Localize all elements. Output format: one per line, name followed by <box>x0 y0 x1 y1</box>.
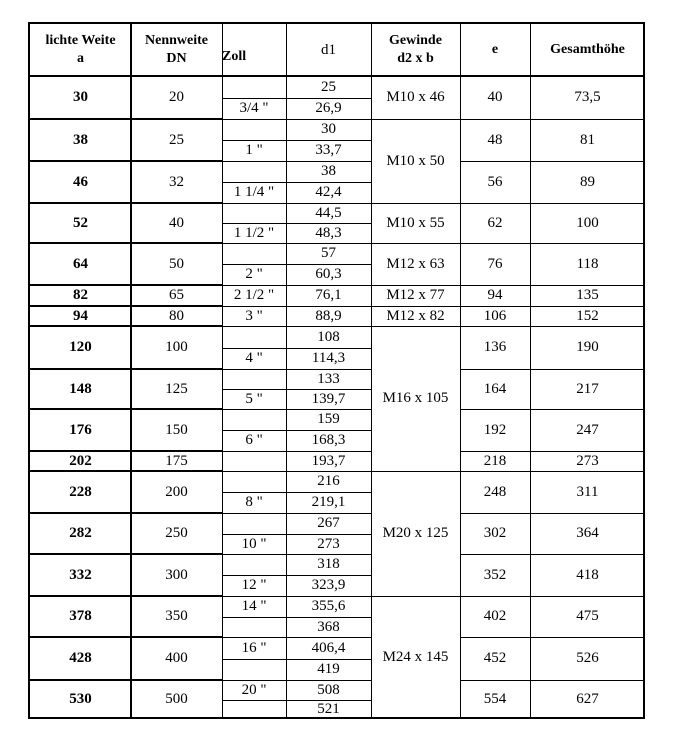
grid-line <box>222 451 371 452</box>
grid-line <box>460 637 645 638</box>
grid-line <box>30 242 222 244</box>
d1-cell: 406,4 <box>311 639 346 656</box>
lichte-weite-cell: 30 <box>73 89 88 105</box>
lichte-weite-cell: 228 <box>69 483 92 500</box>
gesamthoehe-cell: 73,5 <box>574 89 601 105</box>
nennweite-cell: 32 <box>169 173 184 190</box>
d1-cell: 323,9 <box>311 577 346 593</box>
gesamthoehe-cell: 627 <box>576 691 599 707</box>
zoll-cell: 12 " <box>241 577 267 593</box>
zoll-cell: 3 " <box>245 307 263 324</box>
d1-cell: 267 <box>317 515 340 531</box>
e-cell: 248 <box>483 483 507 500</box>
grid-line <box>30 118 222 120</box>
lichte-weite-cell: 282 <box>69 525 92 541</box>
header-d1: d1 <box>321 41 336 58</box>
grid-line <box>222 243 371 244</box>
grid-line <box>222 637 371 638</box>
d1-cell: 42,4 <box>315 184 342 200</box>
d1-cell: 108 <box>317 328 340 345</box>
gesamthoehe-cell: 475 <box>576 608 599 624</box>
nennweite-cell: 500 <box>165 691 188 707</box>
zoll-cell: 2 1/2 " <box>233 287 275 303</box>
e-cell: 136 <box>483 339 507 355</box>
d1-cell: 355,6 <box>311 598 346 614</box>
grid-line <box>222 140 286 141</box>
grid-line <box>286 659 371 660</box>
header-gewinde-line: Gewinde <box>389 33 442 48</box>
grid-line <box>460 285 645 286</box>
nennweite-cell: 300 <box>165 566 188 583</box>
nennweite-cell: 125 <box>165 380 188 397</box>
grid-line <box>371 306 460 307</box>
grid-line <box>286 430 371 431</box>
grid-line <box>371 203 460 204</box>
grid-line <box>460 369 645 370</box>
grid-line <box>371 596 460 597</box>
d1-cell: 88,9 <box>315 307 342 324</box>
gewinde-cell: M16 x 105 <box>382 390 449 406</box>
zoll-cell: 10 " <box>241 535 267 552</box>
grid-line <box>460 243 645 244</box>
grid-line <box>30 595 222 597</box>
grid-line <box>222 348 286 349</box>
lichte-weite-cell: 378 <box>69 608 92 624</box>
e-cell: 402 <box>483 608 507 624</box>
header-nennweite-line: Nennweite <box>145 33 208 48</box>
e-cell: 106 <box>483 307 507 324</box>
grid-line <box>222 264 286 265</box>
nennweite-cell: 50 <box>169 255 184 272</box>
d1-cell: 44,5 <box>315 204 342 221</box>
grid-line <box>222 369 371 370</box>
zoll-cell: 1 1/2 " <box>233 224 275 241</box>
zoll-cell: 8 " <box>245 494 263 510</box>
grid-line <box>286 617 371 618</box>
header-lichte-weite-line: lichte Weite <box>45 33 116 48</box>
e-cell: 40 <box>487 89 503 105</box>
grid-line <box>371 119 460 120</box>
grid-line <box>222 326 371 327</box>
header-gewinde-line: d2 x b <box>397 51 434 66</box>
lichte-weite-cell: 202 <box>69 452 92 469</box>
grid-line <box>222 513 371 514</box>
grid-line <box>222 98 286 99</box>
grid-line <box>30 75 645 77</box>
d1-cell: 25 <box>321 78 336 95</box>
grid-line <box>30 679 222 681</box>
grid-line <box>222 161 371 162</box>
d1-cell: 133 <box>317 370 340 387</box>
e-cell: 352 <box>483 566 507 583</box>
nennweite-cell: 150 <box>165 421 188 438</box>
nennweite-cell: 350 <box>165 608 188 624</box>
grid-line <box>460 306 645 307</box>
gewinde-cell: M10 x 50 <box>386 152 445 169</box>
grid-line <box>30 284 222 286</box>
lichte-weite-cell: 46 <box>73 173 88 190</box>
grid-line <box>371 24 372 719</box>
grid-line <box>286 492 371 493</box>
e-cell: 48 <box>487 131 503 148</box>
grid-line <box>460 24 461 719</box>
zoll-cell: 1 " <box>245 142 263 158</box>
grid-line <box>222 306 371 307</box>
header-gewinde <box>371 24 460 76</box>
zoll-cell: 5 " <box>245 390 263 407</box>
gesamthoehe-cell: 526 <box>576 650 599 666</box>
grid-line <box>286 575 371 576</box>
grid-line <box>371 285 460 286</box>
grid-line <box>286 140 371 141</box>
d1-cell: 273 <box>317 535 340 552</box>
lichte-weite-cell: 82 <box>73 287 88 303</box>
grid-line <box>460 471 645 472</box>
grid-line <box>286 98 371 99</box>
gesamthoehe-cell: 247 <box>576 421 599 438</box>
gewinde-cell: M10 x 46 <box>386 89 445 105</box>
grid-line <box>222 119 371 120</box>
lichte-weite-cell: 120 <box>69 339 92 355</box>
zoll-cell: 4 " <box>245 350 263 366</box>
gesamthoehe-cell: 311 <box>576 483 599 500</box>
gesamthoehe-cell: 89 <box>580 173 595 190</box>
grid-line <box>30 408 222 410</box>
gewinde-cell: M20 x 125 <box>382 525 449 541</box>
grid-line <box>222 492 286 493</box>
grid-line <box>460 451 645 452</box>
grid-line <box>222 182 286 183</box>
zoll-cell: 6 " <box>245 432 263 448</box>
d1-cell: 508 <box>317 681 340 698</box>
zoll-cell: 16 " <box>241 639 267 656</box>
e-cell: 302 <box>483 525 507 541</box>
grid-line <box>222 203 371 204</box>
e-cell: 76 <box>487 255 503 272</box>
d1-cell: 30 <box>321 121 336 137</box>
gewinde-cell: M12 x 63 <box>386 255 445 272</box>
grid-line <box>222 223 286 224</box>
d1-cell: 419 <box>317 661 340 677</box>
grid-line <box>371 471 460 472</box>
nennweite-cell: 40 <box>169 214 184 231</box>
grid-line <box>460 203 645 204</box>
gesamthoehe-cell: 217 <box>576 380 599 397</box>
gesamthoehe-cell: 190 <box>576 339 599 355</box>
header-e: e <box>491 42 499 57</box>
grid-line <box>222 596 371 597</box>
lichte-weite-cell: 428 <box>69 650 92 666</box>
d1-cell: 368 <box>317 618 340 635</box>
gesamthoehe-cell: 135 <box>576 287 599 303</box>
nennweite-cell: 400 <box>165 650 188 666</box>
grid-line <box>460 680 645 681</box>
header-lichte-weite-line: a <box>77 51 84 66</box>
lichte-weite-cell: 52 <box>73 214 88 231</box>
grid-line <box>222 680 371 681</box>
grid-line <box>222 575 286 576</box>
grid-line <box>286 264 371 265</box>
grid-line <box>130 24 132 719</box>
gewinde-cell: M10 x 55 <box>386 214 445 231</box>
lichte-weite-cell: 530 <box>69 691 92 707</box>
grid-line <box>371 326 460 327</box>
gesamthoehe-cell: 100 <box>576 214 599 231</box>
d1-cell: 38 <box>321 163 336 179</box>
grid-line <box>286 700 371 701</box>
grid-line <box>286 348 371 349</box>
d1-cell: 57 <box>321 245 336 261</box>
nennweite-cell: 65 <box>169 287 184 303</box>
grid-line <box>286 534 371 535</box>
grid-line <box>222 700 286 701</box>
e-cell: 452 <box>483 650 507 666</box>
lichte-weite-cell: 64 <box>73 255 88 272</box>
grid-line <box>222 285 371 286</box>
grid-line <box>460 161 645 162</box>
d1-cell: 60,3 <box>315 266 342 282</box>
grid-line <box>460 119 645 120</box>
gesamthoehe-cell: 81 <box>580 131 595 148</box>
grid-line <box>286 223 371 224</box>
header-nennweite-line: DN <box>166 51 187 66</box>
grid-line <box>30 202 222 204</box>
grid-line <box>30 450 222 452</box>
grid-line <box>460 409 645 410</box>
grid-line <box>30 470 222 472</box>
grid-line <box>222 659 286 660</box>
d1-cell: 76,1 <box>315 287 342 303</box>
grid-line <box>460 326 645 327</box>
nennweite-cell: 25 <box>169 131 184 148</box>
header-nennweite <box>131 24 222 76</box>
grid-line <box>286 24 287 719</box>
nennweite-cell: 20 <box>169 89 184 105</box>
nennweite-cell: 80 <box>169 307 184 324</box>
grid-line <box>222 471 371 472</box>
nennweite-cell: 250 <box>165 525 188 541</box>
header-zoll: Zoll <box>222 49 247 64</box>
grid-line <box>222 430 286 431</box>
grid-line <box>30 368 222 370</box>
grid-line <box>286 182 371 183</box>
grid-line <box>30 553 222 555</box>
grid-line <box>222 554 371 555</box>
grid-line <box>222 24 223 719</box>
d1-cell: 168,3 <box>311 432 346 448</box>
grid-line <box>530 24 531 719</box>
grid-line <box>286 389 371 390</box>
grid-line <box>222 409 371 410</box>
grid-line <box>460 554 645 555</box>
gesamthoehe-cell: 152 <box>576 307 599 324</box>
d1-cell: 521 <box>317 701 340 717</box>
gesamthoehe-cell: 364 <box>576 525 599 541</box>
d1-cell: 139,7 <box>311 390 346 407</box>
zoll-cell: 1 1/4 " <box>233 184 275 200</box>
d1-cell: 318 <box>317 556 340 572</box>
zoll-cell: 2 " <box>245 266 263 282</box>
header-gesamthoehe: Gesamthöhe <box>550 42 625 57</box>
lichte-weite-cell: 148 <box>69 380 92 397</box>
e-cell: 554 <box>483 691 507 707</box>
grid-line <box>222 389 286 390</box>
gewinde-cell: M24 x 145 <box>382 649 449 665</box>
lichte-weite-cell: 332 <box>69 566 92 583</box>
d1-cell: 216 <box>317 473 340 489</box>
lichte-weite-cell: 38 <box>73 131 88 148</box>
grid-line <box>460 596 645 597</box>
e-cell: 56 <box>487 173 503 190</box>
d1-cell: 219,1 <box>311 494 346 510</box>
gewinde-cell: M12 x 82 <box>386 307 445 324</box>
e-cell: 62 <box>487 214 503 231</box>
grid-line <box>222 534 286 535</box>
zoll-cell: 14 " <box>241 598 267 614</box>
grid-line <box>460 513 645 514</box>
grid-line <box>222 617 286 618</box>
e-cell: 94 <box>487 287 503 303</box>
gesamthoehe-cell: 118 <box>576 255 599 272</box>
grid-line <box>30 325 222 327</box>
lichte-weite-cell: 94 <box>73 307 88 324</box>
grid-line <box>30 512 222 514</box>
d1-cell: 48,3 <box>315 224 342 241</box>
d1-cell: 114,3 <box>311 350 346 366</box>
nennweite-cell: 175 <box>165 452 188 469</box>
dimension-table <box>28 22 645 719</box>
e-cell: 164 <box>483 380 507 397</box>
nennweite-cell: 200 <box>165 483 188 500</box>
zoll-cell: 3/4 " <box>239 100 269 116</box>
zoll-cell: 20 " <box>241 681 267 698</box>
grid-line <box>30 305 222 307</box>
grid-line <box>30 636 222 638</box>
d1-cell: 26,9 <box>315 100 342 116</box>
zoll-cell <box>222 451 286 471</box>
e-cell: 192 <box>483 421 507 438</box>
d1-cell: 193,7 <box>311 452 346 469</box>
d1-cell: 159 <box>317 411 340 427</box>
grid-line <box>371 243 460 244</box>
lichte-weite-cell: 176 <box>69 421 92 438</box>
grid-line <box>30 160 222 162</box>
gewinde-cell: M12 x 77 <box>386 287 445 303</box>
e-cell: 218 <box>483 452 507 469</box>
d1-cell: 33,7 <box>315 142 342 158</box>
gesamthoehe-cell: 418 <box>576 566 599 583</box>
gesamthoehe-cell: 273 <box>576 452 599 469</box>
nennweite-cell: 100 <box>165 339 188 355</box>
header-lichte-weite <box>30 24 131 76</box>
